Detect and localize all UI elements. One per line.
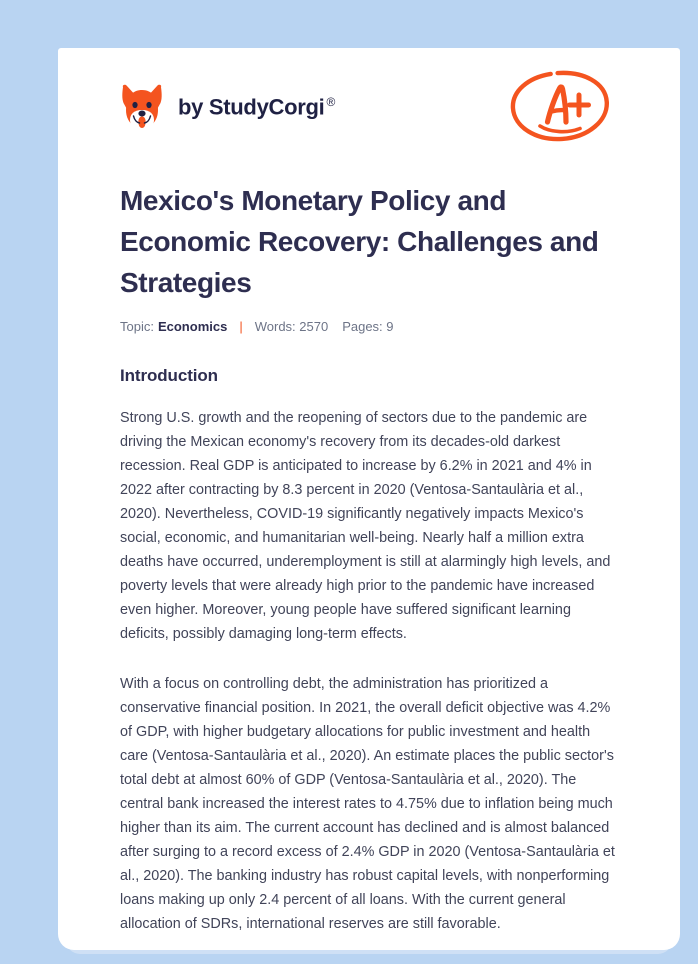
meta-separator: | xyxy=(239,319,243,334)
body-paragraph: With a focus on controlling debt, the administration has prioritized a conservative financial position. In 2021, the overall deficit objective was 4.2% of GDP, with higher budgetary allocations for public investment and health care (Ventosa-Santaulària et al., 2020). An estimate places the public sector's total debt at almost 60% of GDP (Ventosa-Santaulària et al., 2020). The central bank increased the interest rates to 4.75% due to inflation being much higher than its aim. The current account has declined and is almost balanced after surging to a record excess of 2.4% GDP in 2020 (Ventosa-Santaulària et al., 2020). The banking industry has robust capital levels, with nonperforming loans making up only 2.4 percent of all loans. With the current general allocation of SDRs, international reserves are still favorable. xyxy=(120,676,615,932)
topic-value[interactable]: Economics xyxy=(157,319,228,334)
document-meta xyxy=(120,319,618,334)
topic-label: Topic: xyxy=(120,319,154,334)
studycorgi-brand[interactable] xyxy=(120,83,335,131)
document-header xyxy=(120,48,618,158)
brand-name xyxy=(178,96,335,118)
body-paragraph: Strong U.S. growth and the reopening of sectors due to the pandemic are driving the Mexican economy's recovery from its decades-old darkest recession. Real GDP is anticipated to increase by 6.2% in 2021 and 4% in 2022 after contracting by 8.3 percent in 2020 (Ventosa-Santaulària et al., 2020). Nevertheless, COVID-19 significantly negatively impacts Mexico's social, economic, and humanitarian well-being. Nearly half a million extra deaths have occurred, underemployment is still at alarmingly high levels, and poverty levels that were already high prior to the pandemic have increased even higher. Moreover, young people have suffered significant learning deficits, possibly damaging long-term effects. xyxy=(120,410,611,642)
section-heading-introduction: Introduction xyxy=(120,366,218,385)
word-count: Words: 2570 xyxy=(254,319,329,334)
corgi-face-icon xyxy=(120,83,164,131)
page-count: Pages: 9 xyxy=(342,319,394,334)
a-plus-grade-icon xyxy=(506,66,614,148)
page-title: Mexico's Monetary Policy and Economic Recovery: Challenges and Strategies xyxy=(120,185,599,298)
brand-name-text: by StudyCorgi xyxy=(178,94,325,120)
registered-trademark-icon: ® xyxy=(326,94,335,109)
document-page xyxy=(58,48,680,950)
